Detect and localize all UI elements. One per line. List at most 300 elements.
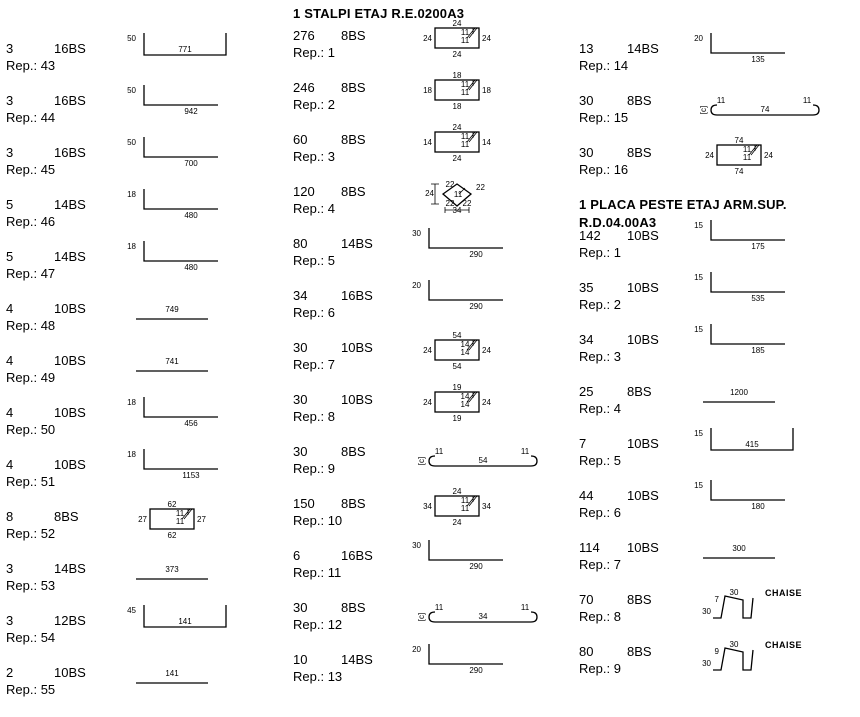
dim-bottom: 19 — [452, 414, 462, 423]
bar-rep-label — [6, 58, 55, 73]
bar-quantity: 34 — [579, 332, 594, 347]
bar-quantity: 114 — [579, 540, 600, 555]
bar-shape-diagram — [703, 632, 843, 674]
dim-tag: [c] — [699, 105, 708, 115]
rep-number: 44 — [37, 110, 56, 125]
rep-prefix: Rep.: — [579, 297, 611, 312]
bar-quantity: 4 — [6, 405, 14, 420]
dim-left-hook: 11 — [434, 447, 444, 456]
rep-number: 14 — [610, 58, 629, 73]
bar-rep-label — [6, 370, 55, 385]
dim-top: 74 — [734, 136, 744, 145]
chaise-label: CHAISE — [765, 588, 803, 598]
dim-right: 14 — [482, 138, 491, 147]
dim-length: 535 — [751, 294, 765, 303]
bar-diameter: 14BS — [341, 652, 373, 667]
dim-length: 415 — [745, 440, 759, 449]
bar-quantity: 13 — [579, 41, 594, 56]
rep-prefix: Rep.: — [6, 474, 38, 489]
dim-right: 24 — [482, 398, 491, 407]
dim-right: 27 — [197, 515, 206, 524]
bar-rep-label — [293, 305, 335, 320]
bar-shape-diagram — [421, 72, 511, 114]
bar-rep-label — [6, 318, 55, 333]
bar-quantity: 3 — [6, 561, 14, 576]
rep-number: 9 — [324, 461, 335, 476]
bar-shape-diagram — [127, 33, 236, 63]
rep-prefix: Rep.: — [293, 513, 325, 528]
dim-left: 18 — [423, 86, 432, 95]
dim-hook-2: 11 — [460, 88, 470, 97]
bar-rep-label — [293, 45, 335, 60]
dim-right-hook: 11 — [520, 447, 530, 456]
rebar-l-shape — [711, 33, 785, 53]
bar-shape-diagram — [694, 324, 803, 355]
bar-diameter: 16BS — [54, 41, 86, 56]
bar-diameter: 10BS — [54, 405, 86, 420]
rebar-l-shape — [429, 228, 503, 248]
dim-hook-2: 11 — [460, 140, 470, 149]
bar-entry — [6, 665, 286, 717]
rep-number: 8 — [324, 409, 335, 424]
dim-length: 290 — [469, 302, 483, 311]
dim-right: 34 — [482, 502, 491, 511]
rep-prefix: Rep.: — [6, 214, 38, 229]
rebar-chair — [713, 596, 753, 618]
bar-quantity: 80 — [293, 236, 308, 251]
rebar-l-shape — [711, 324, 785, 344]
dim-length: 141 — [165, 669, 179, 678]
rep-number: 8 — [610, 609, 621, 624]
rep-number: 50 — [37, 422, 56, 437]
dim-hook-2: 11 — [175, 517, 185, 526]
chaise-label: CHAISE — [765, 640, 803, 650]
bar-diameter: 10BS — [54, 457, 86, 472]
rep-prefix: Rep.: — [579, 401, 611, 416]
rep-prefix: Rep.: — [579, 557, 611, 572]
rep-number: 48 — [37, 318, 56, 333]
dim-hook-2: 11 — [460, 504, 470, 513]
rep-prefix: Rep.: — [579, 661, 611, 676]
rep-prefix: Rep.: — [293, 97, 325, 112]
bar-diameter: 10BS — [341, 392, 373, 407]
dim-height: 15 — [694, 325, 703, 334]
dim-length: 771 — [178, 45, 192, 54]
bar-diameter: 8BS — [341, 28, 366, 43]
bar-shape-diagram — [421, 124, 511, 166]
dim-length: 180 — [751, 502, 765, 511]
bar-rep-label — [579, 401, 621, 416]
bar-shape-diagram — [417, 446, 551, 470]
rep-prefix: Rep.: — [6, 630, 38, 645]
dim-length: 185 — [751, 346, 765, 355]
dim-height: 50 — [127, 34, 136, 43]
rebar-l-shape — [144, 397, 218, 417]
rep-number: 16 — [610, 162, 629, 177]
dim-tag: [c] — [417, 612, 426, 622]
bar-quantity: 3 — [6, 93, 14, 108]
rep-prefix: Rep.: — [293, 253, 325, 268]
bar-diameter: 10BS — [627, 280, 659, 295]
dim-right: 24 — [764, 151, 773, 160]
rep-number: 6 — [610, 505, 621, 520]
dim-length: 290 — [469, 250, 483, 259]
dim-right-hook: 11 — [520, 603, 530, 612]
bar-rep-label — [6, 682, 55, 697]
rep-prefix: Rep.: — [6, 422, 38, 437]
bar-quantity: 6 — [293, 548, 301, 563]
bar-diameter: 10BS — [627, 488, 659, 503]
bar-diameter: 8BS — [627, 592, 652, 607]
bar-diameter: 8BS — [341, 496, 366, 511]
bar-quantity: 10 — [293, 652, 308, 667]
rep-prefix: Rep.: — [579, 505, 611, 520]
bar-rep-label — [6, 214, 55, 229]
rep-number: 3 — [324, 149, 335, 164]
dim-left: 27 — [138, 515, 147, 524]
bar-quantity: 2 — [6, 665, 14, 680]
dim-mid: 74 — [760, 105, 770, 114]
rep-number: 5 — [610, 453, 621, 468]
rep-prefix: Rep.: — [6, 526, 38, 541]
dim-w: 34 — [452, 206, 462, 215]
dim-bottom: 18 — [452, 102, 462, 111]
rebar-l-shape — [144, 137, 218, 157]
bar-quantity: 3 — [6, 613, 14, 628]
dim-hook: 11 — [742, 145, 752, 154]
dim-b: 30 — [729, 588, 739, 597]
dim-hook: 14 — [460, 392, 470, 401]
dim-height: 50 — [127, 138, 136, 147]
dim-top: 24 — [452, 487, 462, 496]
bar-diameter: 14BS — [54, 197, 86, 212]
bar-diameter: 14BS — [627, 41, 659, 56]
bar-diameter: 16BS — [54, 145, 86, 160]
bar-quantity: 60 — [293, 132, 308, 147]
bar-shape-diagram — [417, 602, 551, 626]
bar-diameter: 8BS — [627, 145, 652, 160]
bar-rep-label — [6, 422, 55, 437]
bar-rep-label — [293, 565, 341, 580]
dim-height: 15 — [694, 429, 703, 438]
bar-shape-diagram — [694, 272, 803, 303]
rep-prefix: Rep.: — [293, 409, 325, 424]
rep-prefix: Rep.: — [293, 45, 325, 60]
bar-rep-label — [579, 557, 621, 572]
bar-shape-diagram — [694, 33, 803, 64]
bar-quantity: 30 — [579, 93, 594, 108]
rebar-l-shape — [429, 280, 503, 300]
dim-h: 24 — [425, 189, 434, 198]
bar-quantity: 5 — [6, 249, 14, 264]
rep-number: 13 — [324, 669, 343, 684]
dim-left-hook: 11 — [434, 603, 444, 612]
bar-quantity: 80 — [579, 644, 594, 659]
bar-entry — [293, 645, 573, 704]
dim-a: 9 — [714, 647, 719, 656]
bar-diameter: 8BS — [341, 132, 366, 147]
bar-shape-diagram — [703, 137, 793, 179]
dim-hook: 11 — [453, 190, 463, 199]
rep-number: 4 — [324, 201, 335, 216]
rep-number: 46 — [37, 214, 56, 229]
dim-top: 24 — [452, 19, 462, 28]
bar-diameter: 10BS — [627, 436, 659, 451]
dim-top: 18 — [452, 71, 462, 80]
rep-number: 11 — [324, 565, 342, 580]
dim-height: 18 — [127, 450, 136, 459]
bar-entry — [293, 383, 573, 444]
rep-number: 4 — [610, 401, 621, 416]
rep-number: 45 — [37, 162, 56, 177]
bar-diameter: 10BS — [627, 332, 659, 347]
bar-rep-label — [293, 513, 342, 528]
rep-number: 51 — [37, 474, 56, 489]
title-placa-ref: R.D.04.00A3 — [579, 215, 657, 230]
dim-bottom: 54 — [452, 362, 462, 371]
dim-length: 135 — [751, 55, 765, 64]
dim-hook: 11 — [460, 80, 470, 89]
dim-left: 24 — [705, 151, 714, 160]
bar-quantity: 7 — [579, 436, 587, 451]
dim-height: 18 — [127, 398, 136, 407]
dim-bottom: 24 — [452, 154, 462, 163]
bar-diameter: 16BS — [341, 548, 373, 563]
rep-number: 5 — [324, 253, 335, 268]
bar-rep-label — [579, 297, 621, 312]
rep-prefix: Rep.: — [6, 318, 38, 333]
rep-number: 2 — [324, 97, 335, 112]
bar-entry — [579, 34, 859, 93]
dim-c: 30 — [702, 659, 711, 668]
dim-right: 24 — [482, 346, 491, 355]
bar-rep-label — [579, 110, 628, 125]
dim-bottom: 24 — [452, 518, 462, 527]
bar-rep-label — [6, 630, 55, 645]
bar-quantity: 3 — [6, 145, 14, 160]
bar-rep-label — [293, 357, 335, 372]
dim-length: 1200 — [730, 388, 748, 397]
rep-number: 47 — [37, 266, 56, 281]
bar-quantity: 30 — [579, 145, 594, 160]
rebar-l-shape — [711, 272, 785, 292]
rep-prefix: Rep.: — [6, 110, 38, 125]
rebar-l-shape — [711, 480, 785, 500]
bar-entry — [6, 301, 286, 353]
bar-entry — [579, 640, 859, 696]
bar-entry — [579, 136, 859, 197]
bar-diameter: 14BS — [341, 236, 373, 251]
rep-number: 1 — [324, 45, 335, 60]
bar-quantity: 44 — [579, 488, 594, 503]
rebar-l-shape — [144, 241, 218, 261]
dim-height: 15 — [694, 481, 703, 490]
dim-hook: 14 — [460, 340, 470, 349]
bar-shape-diagram — [412, 644, 521, 675]
rebar-l-shape — [144, 85, 218, 105]
rep-prefix: Rep.: — [579, 58, 611, 73]
title-placa: 1 PLACA PESTE ETAJ ARM.SUP. — [579, 197, 787, 212]
rep-number: 43 — [37, 58, 56, 73]
dim-d: 22 — [462, 199, 472, 208]
bar-quantity: 3 — [6, 41, 14, 56]
dim-hook-2: 11 — [742, 153, 752, 162]
dim-left-hook: 11 — [716, 96, 726, 105]
bar-quantity: 120 — [293, 184, 315, 199]
bar-diameter: 8BS — [341, 444, 366, 459]
bar-shape-diagram — [703, 540, 803, 560]
rep-prefix: Rep.: — [293, 617, 325, 632]
bar-rep-label — [579, 58, 628, 73]
bar-quantity: 30 — [293, 340, 308, 355]
bar-entry — [579, 325, 859, 384]
rep-number: 49 — [37, 370, 56, 385]
bar-diameter: 12BS — [54, 613, 86, 628]
rep-number: 15 — [610, 110, 629, 125]
dim-a: 7 — [714, 595, 719, 604]
bar-diameter: 8BS — [54, 509, 79, 524]
bar-rep-label — [579, 453, 621, 468]
bar-quantity: 4 — [6, 353, 14, 368]
rep-prefix: Rep.: — [6, 58, 38, 73]
rep-prefix: Rep.: — [293, 201, 325, 216]
bar-quantity: 25 — [579, 384, 594, 399]
dim-right: 24 — [482, 34, 491, 43]
dim-length: 942 — [184, 107, 198, 116]
rep-prefix: Rep.: — [579, 110, 611, 125]
rep-prefix: Rep.: — [579, 162, 611, 177]
dim-length: 456 — [184, 419, 198, 428]
bar-shape-diagram — [421, 332, 511, 374]
dim-left: 24 — [423, 34, 432, 43]
dim-a: 22 — [445, 180, 455, 189]
bar-quantity: 5 — [6, 197, 14, 212]
bar-rep-label — [579, 609, 621, 624]
dim-hook: 11 — [460, 28, 470, 37]
dim-right: 18 — [482, 86, 491, 95]
bar-quantity: 35 — [579, 280, 594, 295]
bar-diameter: 10BS — [54, 665, 86, 680]
dim-height: 20 — [412, 281, 421, 290]
rep-prefix: Rep.: — [579, 245, 611, 260]
dim-length: 1153 — [182, 471, 200, 480]
bar-diameter: 8BS — [627, 644, 652, 659]
bar-quantity: 150 — [293, 496, 315, 511]
bar-rep-label — [6, 266, 55, 281]
bar-entry — [293, 123, 573, 184]
dim-hook: 11 — [175, 509, 185, 518]
bar-diameter: 8BS — [627, 384, 652, 399]
rep-number: 54 — [37, 630, 56, 645]
bar-quantity: 70 — [579, 592, 594, 607]
bar-shape-diagram — [699, 95, 833, 119]
dim-left: 24 — [423, 346, 432, 355]
bar-shape-diagram — [694, 480, 803, 511]
bar-rep-label — [293, 461, 335, 476]
bar-quantity: 276 — [293, 28, 315, 43]
bar-shape-diagram — [703, 580, 843, 622]
dim-bottom: 62 — [167, 531, 177, 540]
rep-prefix: Rep.: — [293, 461, 325, 476]
rebar-l-shape — [144, 449, 218, 469]
bar-shape-diagram — [127, 449, 236, 480]
dim-length: 290 — [469, 562, 483, 571]
bar-shape-diagram — [421, 488, 511, 530]
rep-prefix: Rep.: — [6, 682, 38, 697]
bar-quantity: 30 — [293, 444, 308, 459]
rep-number: 6 — [324, 305, 335, 320]
bar-rep-label — [293, 409, 335, 424]
bar-shape-diagram — [136, 301, 236, 321]
bar-diameter: 14BS — [54, 561, 86, 576]
dim-top: 24 — [452, 123, 462, 132]
rebar-l-shape — [429, 540, 503, 560]
bar-diameter: 10BS — [627, 228, 659, 243]
bar-diameter: 14BS — [54, 249, 86, 264]
bar-shape-diagram — [421, 180, 511, 224]
dim-length: 373 — [165, 565, 179, 574]
dim-length: 300 — [732, 544, 746, 553]
bar-quantity: 30 — [293, 600, 308, 615]
bar-rep-label — [293, 201, 335, 216]
bar-entry — [6, 500, 286, 561]
bar-rep-label — [293, 97, 335, 112]
rep-prefix: Rep.: — [6, 162, 38, 177]
dim-hook-2: 14 — [460, 348, 470, 357]
dim-length: 141 — [178, 617, 192, 626]
bar-entry — [579, 481, 859, 540]
dim-length: 749 — [165, 305, 179, 314]
rep-prefix: Rep.: — [293, 305, 325, 320]
bar-quantity: 4 — [6, 457, 14, 472]
bar-rep-label — [6, 526, 55, 541]
dim-b: 22 — [476, 183, 485, 192]
dim-hook-2: 11 — [460, 36, 470, 45]
bar-diameter: 10BS — [341, 340, 373, 355]
bar-rep-label — [6, 474, 55, 489]
dim-height: 30 — [412, 541, 421, 550]
bar-entry — [6, 242, 286, 301]
bar-shape-diagram — [127, 397, 236, 428]
bar-quantity: 30 — [293, 392, 308, 407]
bar-rep-label — [579, 162, 628, 177]
dim-height: 18 — [127, 242, 136, 251]
bar-rep-label — [293, 669, 342, 684]
bar-shape-diagram — [136, 561, 236, 581]
rep-prefix: Rep.: — [293, 669, 325, 684]
bar-diameter: 16BS — [54, 93, 86, 108]
bar-shape-diagram — [127, 241, 236, 272]
dim-mid: 34 — [478, 612, 488, 621]
bar-quantity: 246 — [293, 80, 315, 95]
rep-prefix: Rep.: — [293, 357, 325, 372]
bar-shape-diagram — [127, 85, 236, 116]
dim-height: 30 — [412, 229, 421, 238]
bar-shape-diagram — [412, 540, 521, 571]
dim-c: 22 — [445, 199, 455, 208]
bar-shape-diagram — [136, 353, 236, 373]
bar-rep-label — [293, 149, 335, 164]
dim-tag: [c] — [417, 456, 426, 466]
rep-number: 10 — [324, 513, 343, 528]
rep-number: 7 — [324, 357, 335, 372]
rep-number: 12 — [324, 617, 343, 632]
rep-number: 3 — [610, 349, 621, 364]
bar-quantity: 4 — [6, 301, 14, 316]
title-stalpi: 1 STALPI ETAJ R.E.0200A3 — [293, 6, 465, 21]
bar-shape-diagram — [421, 20, 511, 62]
rep-prefix: Rep.: — [579, 453, 611, 468]
